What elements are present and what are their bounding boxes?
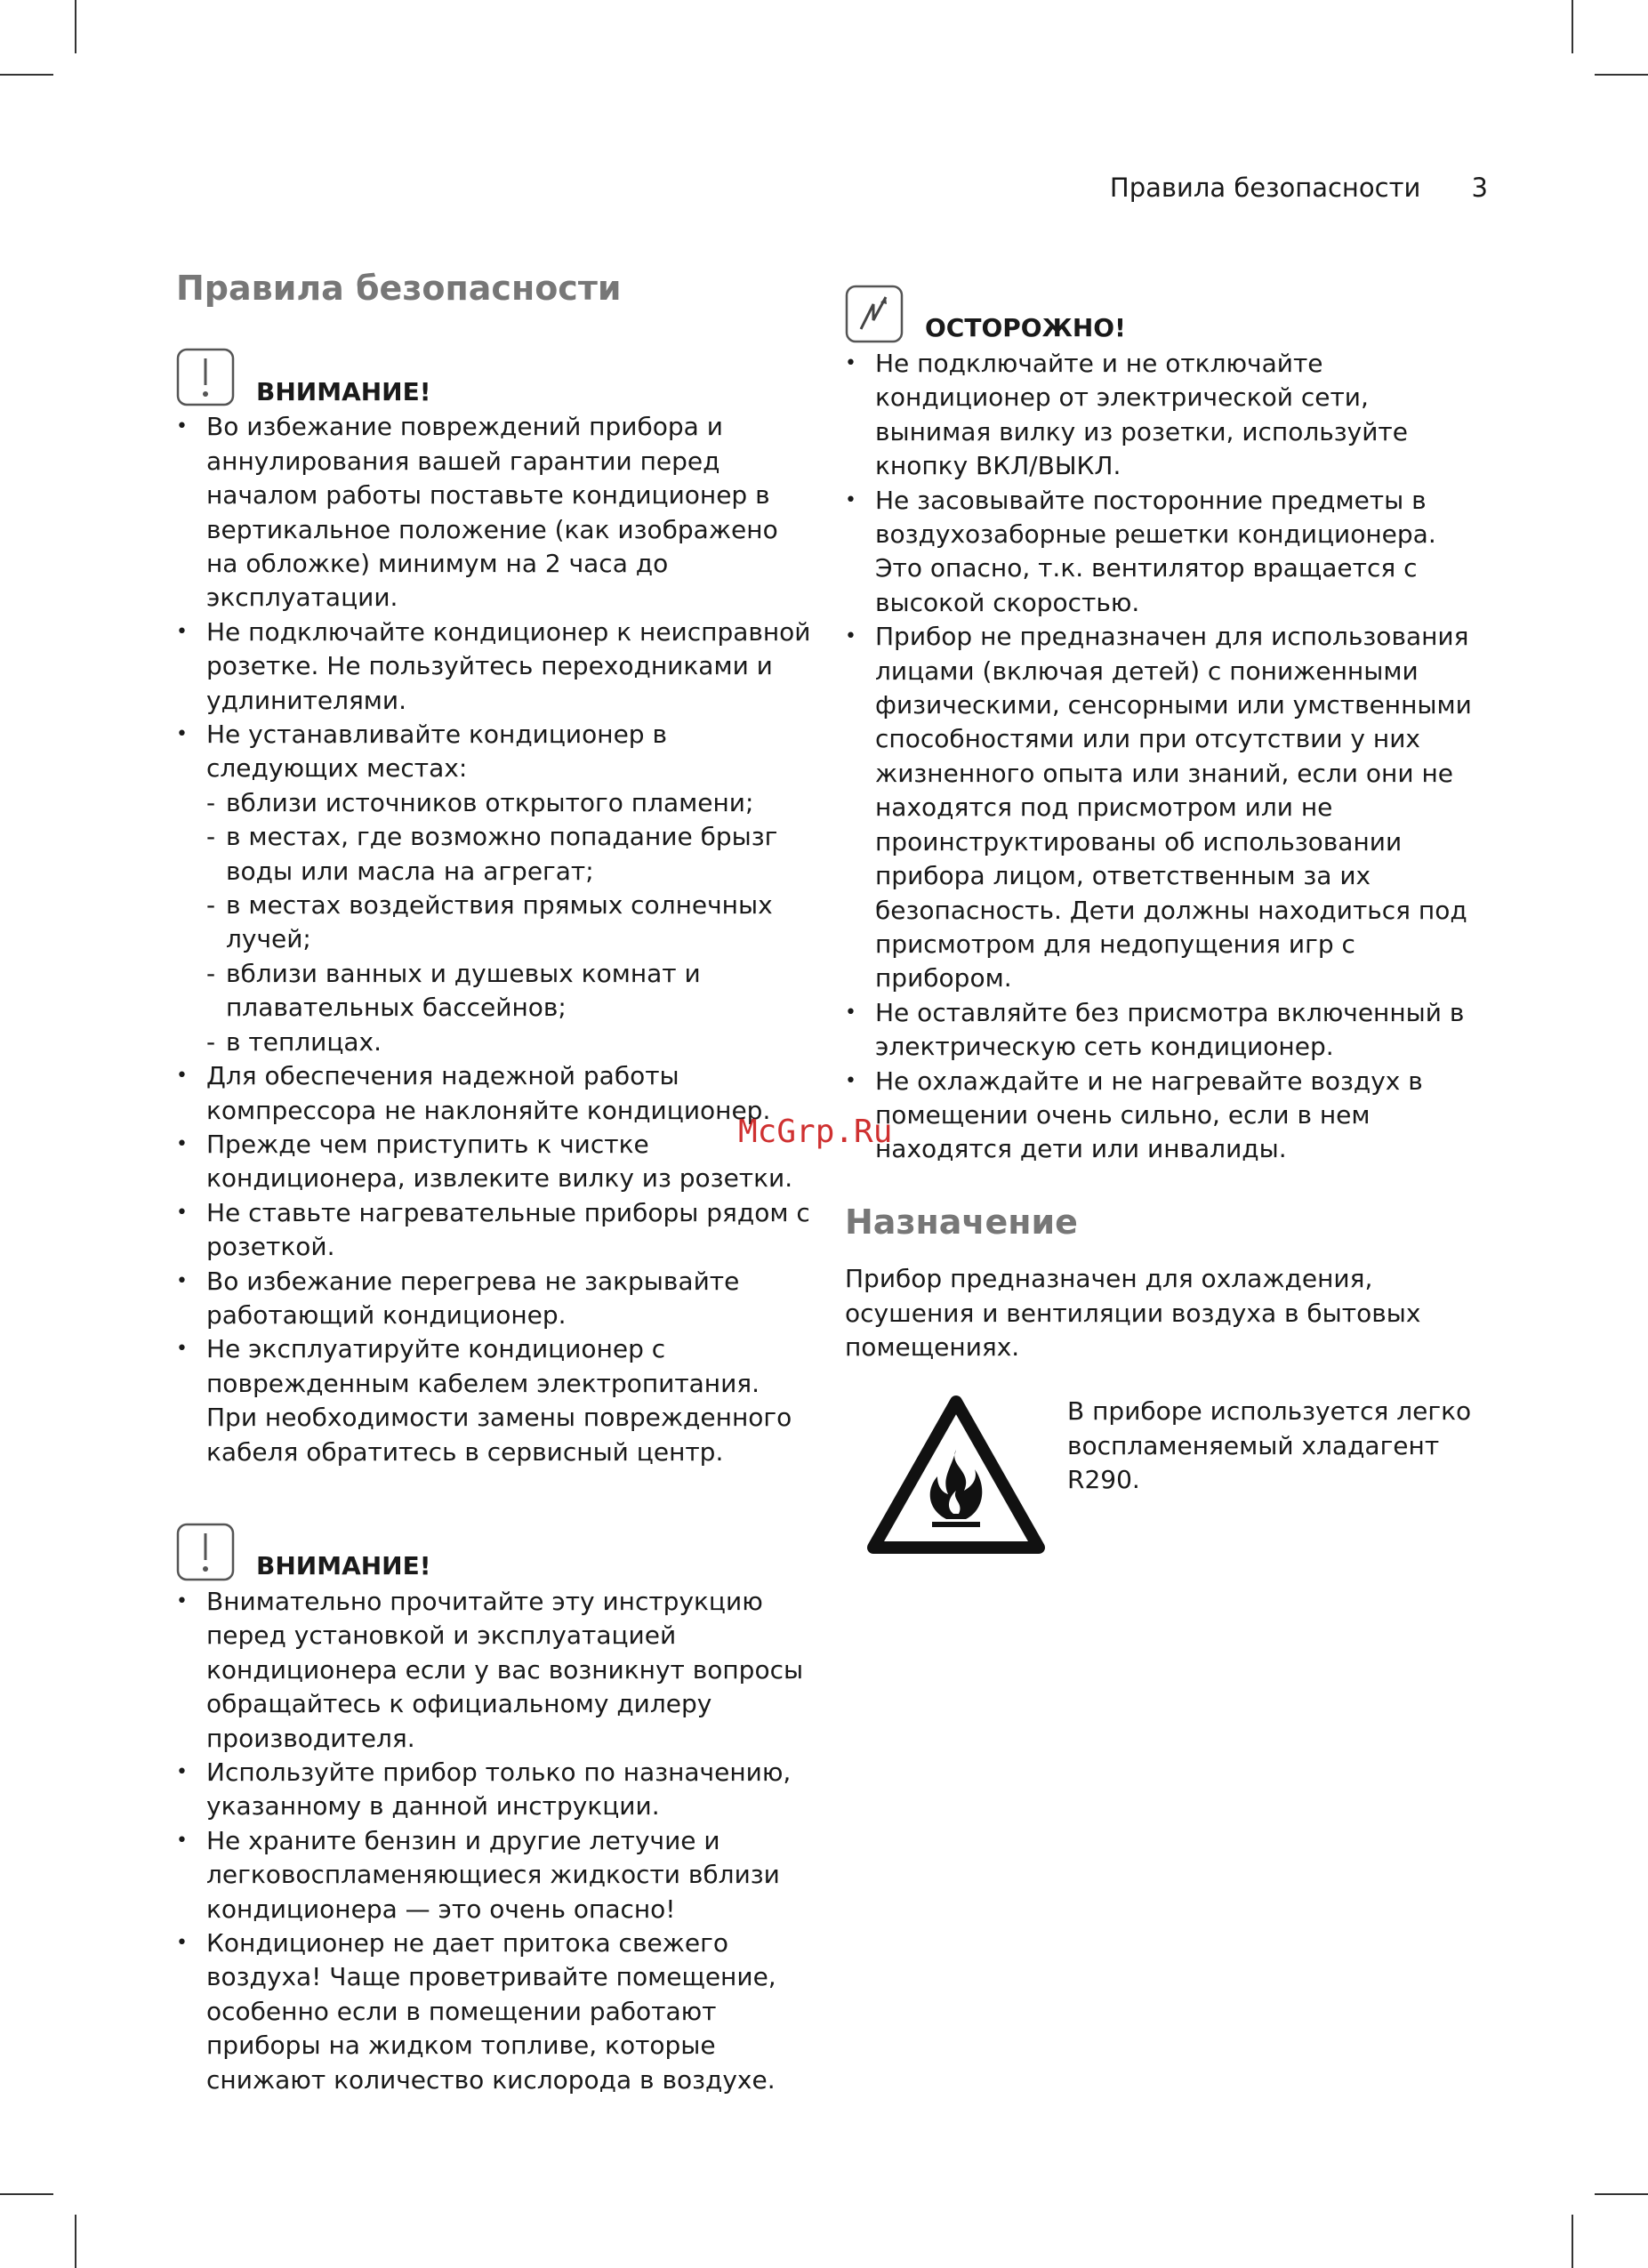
left-column: [176, 267, 816, 2097]
sublist-item: - вблизи источников открытого пламени;: [206, 786, 816, 820]
flammable-warning-icon: [866, 1395, 1046, 1556]
list-item: • Не эксплуатируйте кондиционер с поврежденным кабелем электропитания. При необходимости замены поврежденного кабеля обратитесь в сервисный центр.: [176, 1332, 816, 1469]
list-item: • Не охлаждайте и не нагревайте воздух в помещении очень сильно, если в нем находятся дети или инвалиды.: [845, 1065, 1485, 1167]
running-header-title: Правила безопасности: [1109, 173, 1421, 203]
crop-mark: [0, 74, 53, 76]
running-header: [1110, 173, 1488, 203]
sublist-item: - в местах воздействия прямых солнечных лучей;: [206, 889, 816, 957]
section-title-safety: Правила безопасности: [176, 269, 622, 308]
list-item: • Не подключайте и не отключайте кондиционер от электрической сети, вынимая вилку из розетки, используйте кнопку ВКЛ/ВЫКЛ.: [845, 347, 1485, 484]
lightning-icon: [845, 285, 904, 343]
notice-header: [845, 276, 1485, 343]
notice-header: [176, 335, 816, 406]
flammable-notice: [845, 1395, 1485, 1556]
sublist-item: - в местах, где возможно попадание брызг воды или масла на агрегат;: [206, 820, 816, 889]
list-item: • Не подключайте кондиционер к неисправной розетке. Не пользуйтесь переходниками и удлинителями.: [176, 615, 816, 718]
list-item: • Прежде чем приступить к чистке кондиционера, извлеките вилку из розетки.: [176, 1128, 816, 1196]
right-column: [845, 276, 1485, 1556]
list-item: • Используйте прибор только по назначению, указанному в данной инструкции.: [176, 1756, 816, 1824]
list-item: • Не ставьте нагревательные приборы рядом с розеткой.: [176, 1196, 816, 1265]
crop-mark: [75, 2215, 76, 2268]
list-item: [176, 718, 816, 1059]
list-item: • Не засовывайте посторонние предметы в воздухозаборные решетки кондиционера. Это опасно, т.к. вентилятор вращается с высокой скоростью.: [845, 484, 1485, 621]
list-item: • Для обеспечения надежной работы компрессора не наклоняйте кондиционер.: [176, 1059, 816, 1128]
notice-label: ВНИМАНИЕ!: [256, 376, 431, 406]
page-number: 3: [1471, 173, 1488, 203]
sublist-item: - вблизи ванных и душевых комнат и плавательных бассейнов;: [206, 957, 816, 1025]
list-item: • Во избежание перегрева не закрывайте работающий кондиционер.: [176, 1265, 816, 1333]
crop-mark: [1595, 74, 1648, 76]
notice-label: ОСТОРОЖНО!: [925, 313, 1126, 343]
list-item: • Во избежание повреждений прибора и аннулирования вашей гарантии перед началом работы поставьте кондиционер в вертикальное положение (как изображено на обложке) минимум на 2 часа до эксплуатации.: [176, 410, 816, 615]
crop-mark: [1595, 2193, 1648, 2195]
notice-list: [845, 347, 1485, 1167]
purpose-text: Прибор предназначен для охлаждения, осушения и вентиляции воздуха в бытовых помещениях.: [845, 1264, 1421, 1362]
list-item: • Прибор не предназначен для использования лицами (включая детей) с пониженными физическими, сенсорными или умственными способностями или при отсутствии у них жизненного опыта или знаний, если они не находятся под присмотром или не проинструктированы об использовании прибора лицом, ответственным за их безопасность. Дети должны находиться под присмотром для недопущения игр с прибором.: [845, 620, 1485, 995]
crop-mark: [0, 2193, 53, 2195]
notice-label: ВНИМАНИЕ!: [256, 1551, 431, 1581]
watermark: McGrp.Ru: [738, 1114, 893, 1150]
notice-list: [176, 410, 816, 1469]
flammable-note: В приборе используется легко воспламеняемый хладагент R290.: [1067, 1396, 1472, 1495]
list-item: • Внимательно прочитайте эту инструкцию перед установкой и эксплуатацией кондиционера если у вас возникнут вопросы обращайтесь к официальному дилеру производителя.: [176, 1585, 816, 1756]
crop-mark: [1572, 0, 1573, 53]
exclamation-icon: [176, 1523, 235, 1581]
list-item-text: Не устанавливайте кондиционер в следующих местах:: [206, 720, 667, 784]
notice-header: [176, 1510, 816, 1581]
exclamation-icon: [176, 348, 235, 406]
list-item: • Не храните бензин и другие летучие и легковоспламеняющиеся жидкости вблизи кондиционера — это очень опасно!: [176, 1824, 816, 1926]
section-title-purpose: Назначение: [845, 1202, 1078, 1242]
crop-mark: [1572, 2215, 1573, 2268]
list-item: • Кондиционер не дает притока свежего воздуха! Чаще проветривайте помещение, особенно если в помещении работают приборы на жидком топливе, которые снижают количество кислорода в воздухе.: [176, 1926, 816, 2097]
sublist: [206, 786, 816, 1059]
notice-list: [176, 1585, 816, 2097]
sublist-item: - в теплицах.: [206, 1025, 816, 1059]
crop-mark: [75, 0, 76, 53]
list-item: • Не оставляйте без присмотра включенный в электрическую сеть кондиционер.: [845, 996, 1485, 1065]
